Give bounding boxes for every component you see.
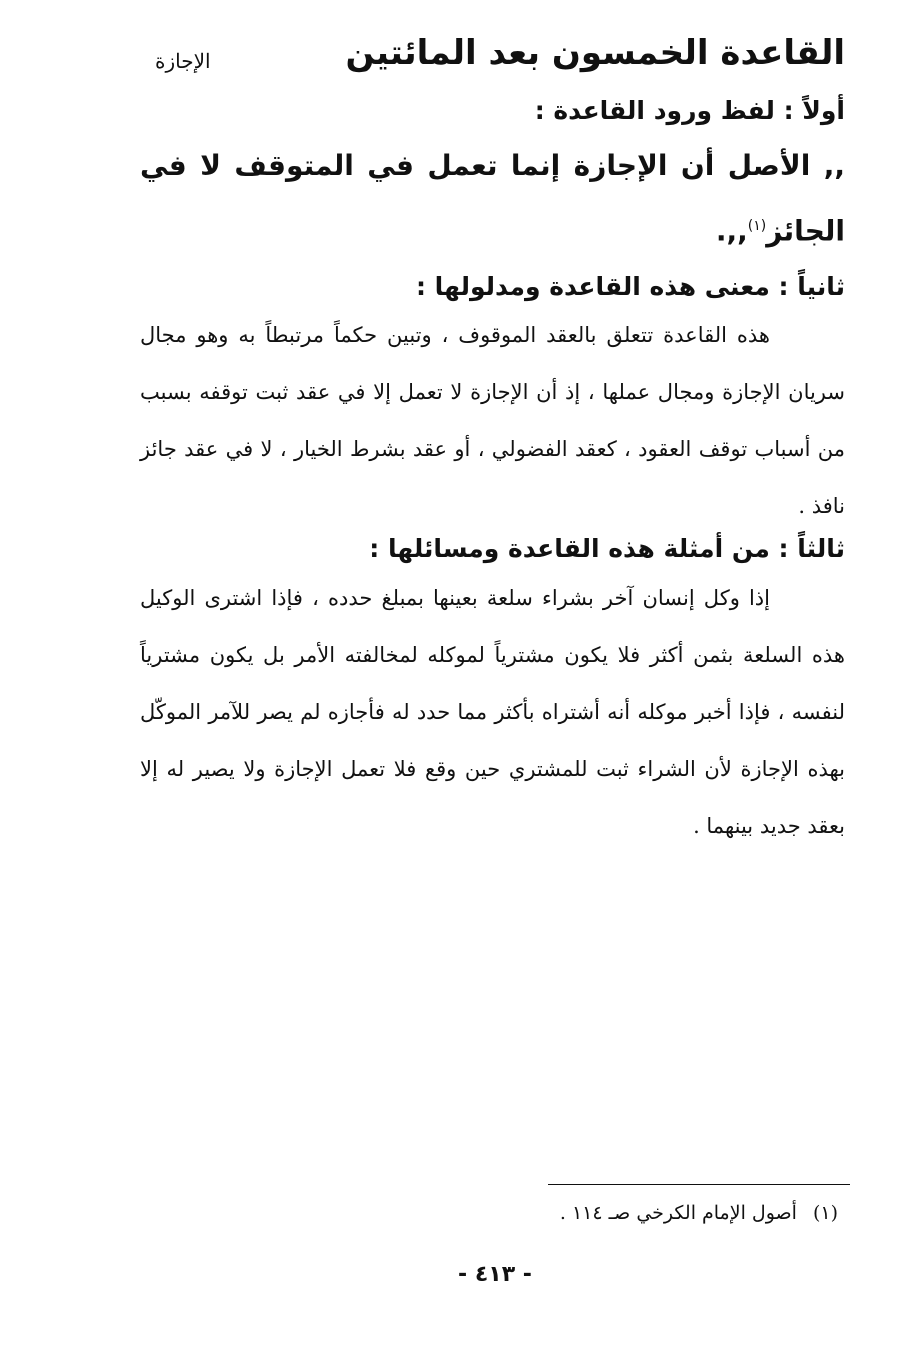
running-header bbox=[140, 28, 845, 88]
page-number: - ٤١٣ - bbox=[458, 1262, 532, 1287]
meaning-paragraph: هذه القاعدة تتعلق بالعقد الموقوف ، وتبين حكماً مرتبطاً به وهو مجال سريان الإجازة ومجال عملها ، إذ أن الإجازة لا تعمل إلا في عقد ثبت توقفه بسبب من أسباب توقف العقود ، كعقد الفضولي ، أو عقد بشرط الخيار ، لا في عقد جائز نافذ . bbox=[140, 323, 845, 518]
section-heading-first bbox=[535, 92, 845, 130]
topic-label: الإجازة bbox=[155, 49, 211, 73]
footnote-divider bbox=[548, 1184, 850, 1185]
footnote-text: أصول الإمام الكرخي صـ ١١٤ . bbox=[559, 1202, 797, 1224]
footnote-reference: (١) bbox=[747, 218, 767, 234]
rule-title: القاعدة الخمسون بعد المائتين bbox=[345, 33, 845, 73]
footnote bbox=[560, 1198, 838, 1228]
section-heading-second bbox=[416, 268, 845, 306]
section-heading-first-label: أولاً : لفظ ورود القاعدة : bbox=[534, 96, 845, 125]
rule-text-closing: ,,. bbox=[715, 214, 748, 248]
section-heading-second-label: ثانياً : معنى هذه القاعدة ومدلولها : bbox=[415, 272, 845, 301]
rule-text bbox=[140, 136, 845, 261]
section-heading-third bbox=[369, 530, 845, 568]
section-heading-third-label: ثالثاً : من أمثلة هذه القاعدة ومسائلها : bbox=[369, 534, 845, 563]
examples-paragraph: إذا وكل إنسان آخر بشراء سلعة بعينها بمبلغ حدده ، فإذا اشترى الوكيل هذه السلعة بثمن أكثر فلا يكون مشترياً لموكله لمخالفته الأمر بل يكون مشترياً لنفسه ، فإذا أخبر موكله أنه أشتراه بأكثر مما حدد له فأجازه لم يصر للآمر الموكّل بهذه الإجازة لأن الشراء ثبت للمشتري حين وقع فلا تعمل الإجازة ولا يصير له إلا بعقد جديد بينهما . bbox=[140, 586, 845, 838]
footnote-number: (١) bbox=[812, 1202, 838, 1224]
rule-text-body: ,, الأصل أن الإجازة إنما تعمل في المتوقف لا في الجائز bbox=[140, 149, 845, 248]
